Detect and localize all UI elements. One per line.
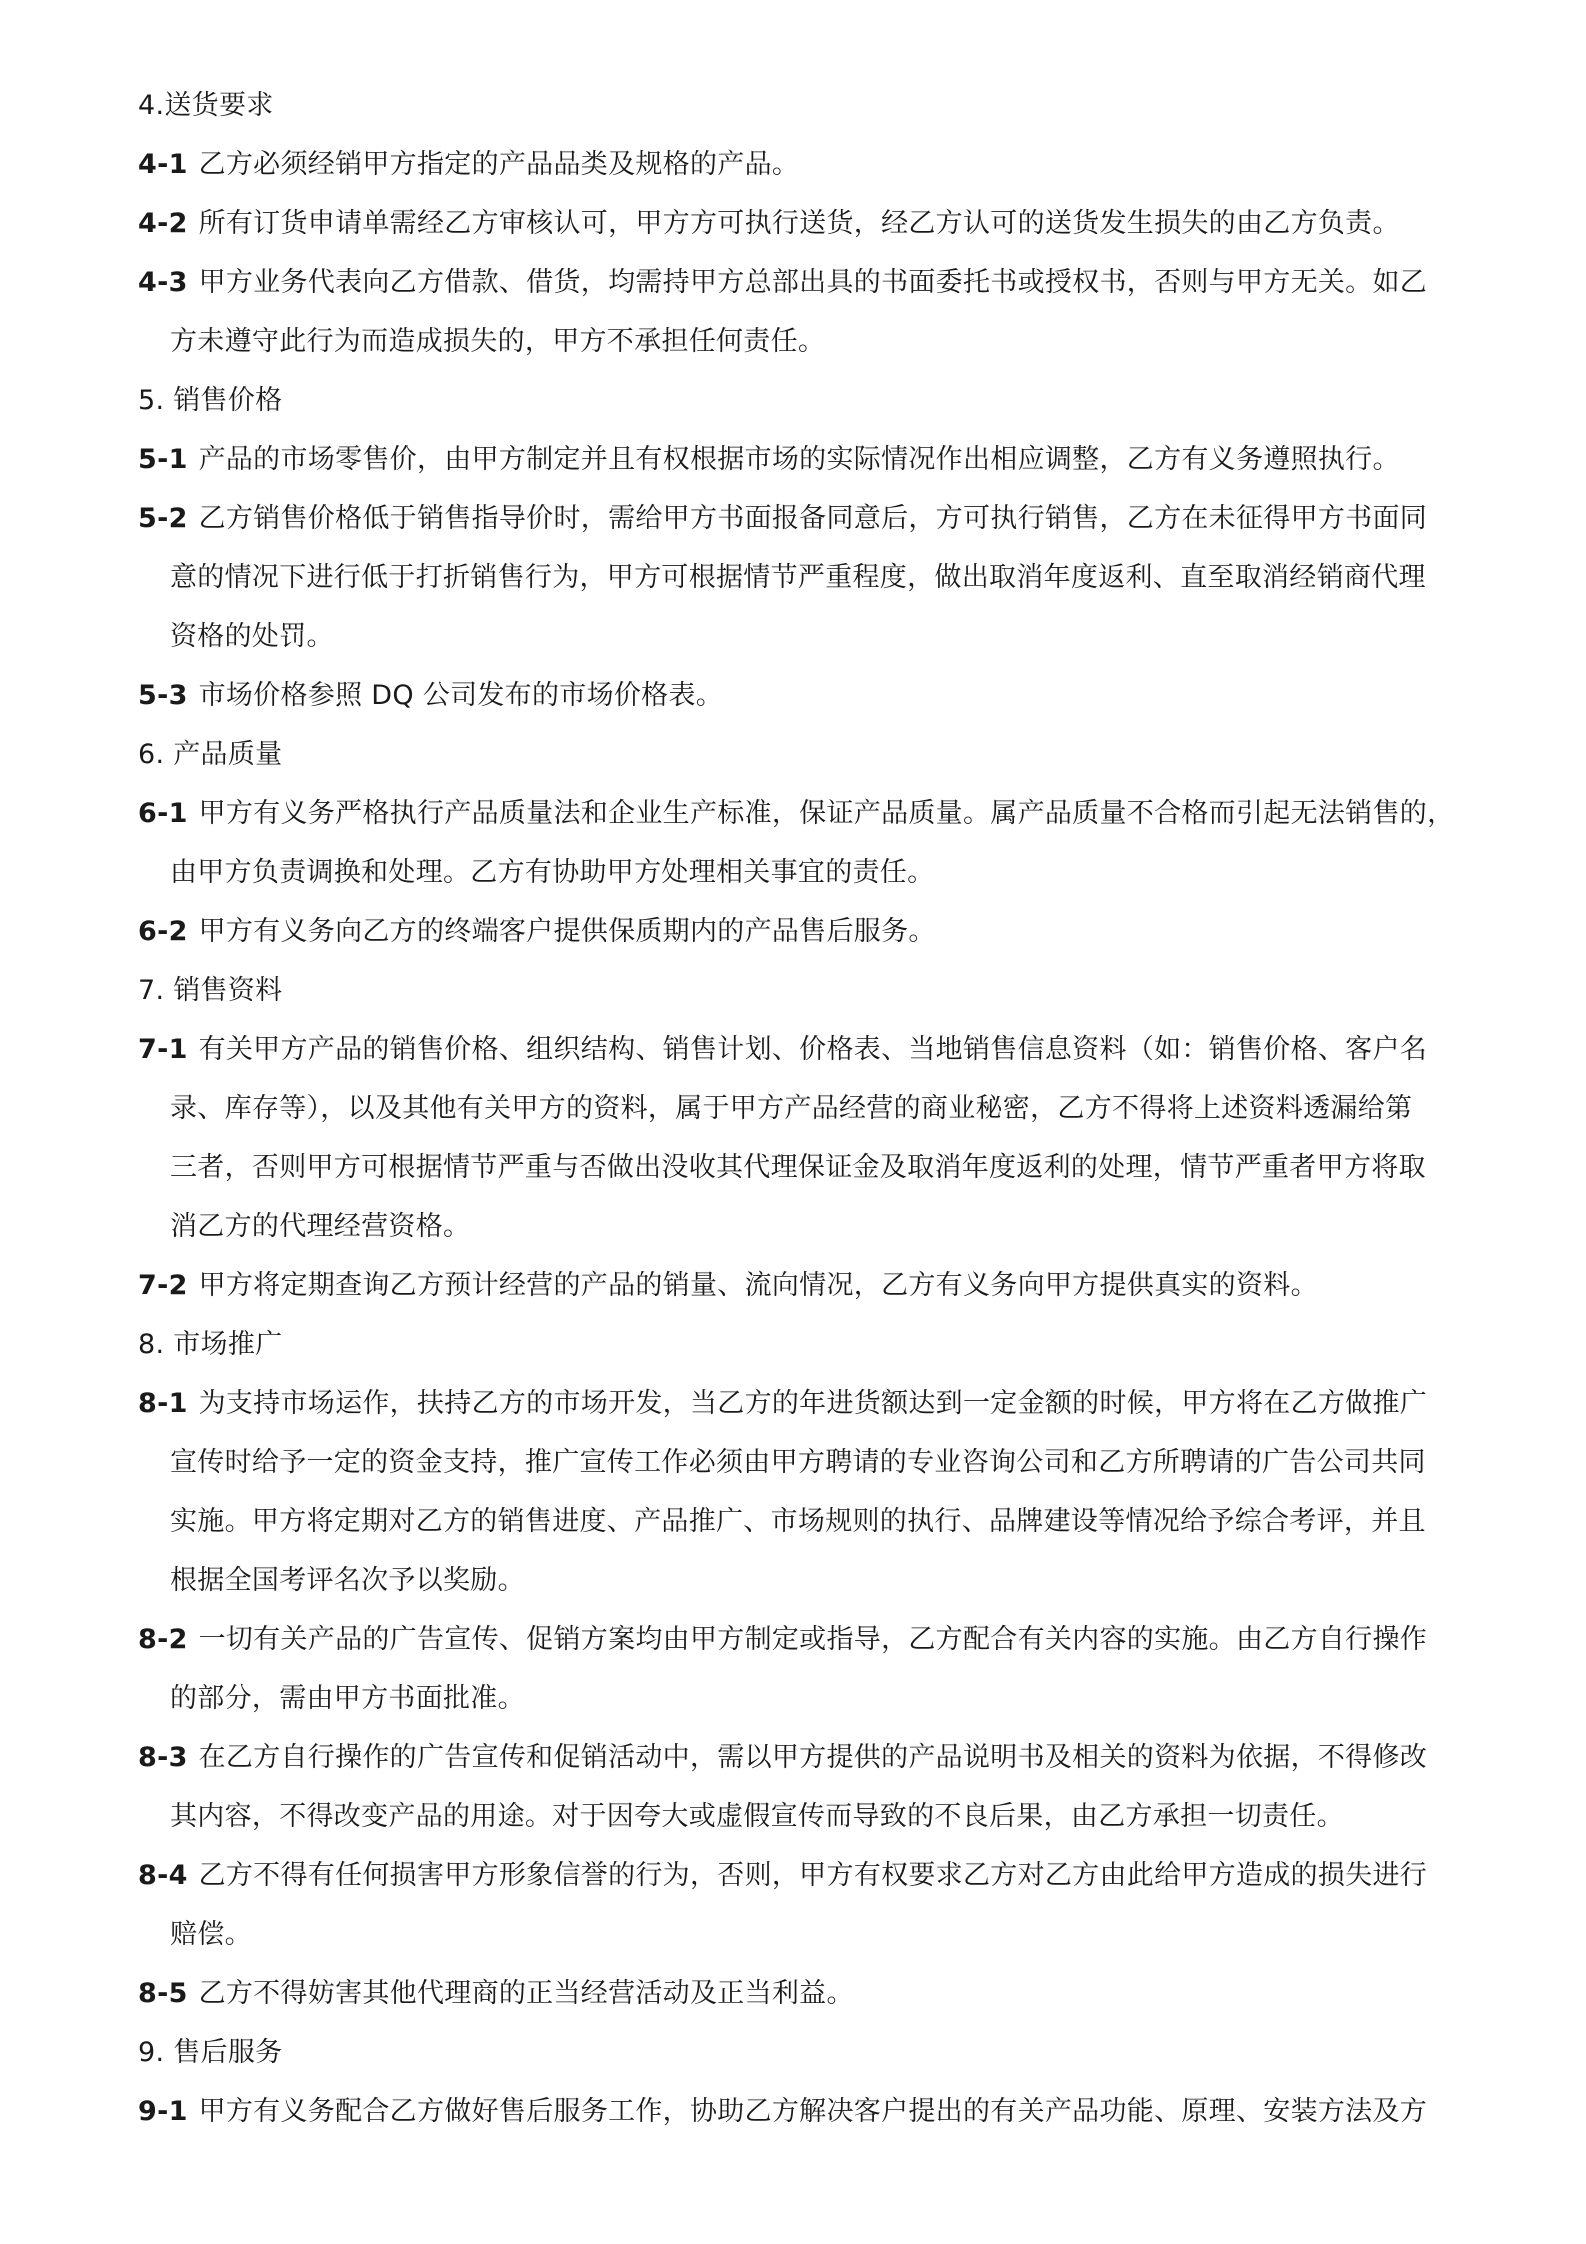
clause-first-line xyxy=(138,1620,1462,1660)
clause-first-line xyxy=(138,1738,1462,1778)
clause-continuation-line: 其内容，不得改变产品的用途。对于因夸大或虚假宣传而导致的不良后果，由乙方承担一切责任。 xyxy=(170,1801,1344,1832)
clause-text: 在乙方自行操作的广告宣传和促销活动中，需以甲方提供的产品说明书及相关的资料为依据，不得修改 xyxy=(198,1742,1428,1773)
clause-first-line xyxy=(138,794,1462,834)
clause-continuation-line: 实施。甲方将定期对乙方的销售进度、产品推广、市场规则的执行、品牌建设等情况给予综合考评，并且 xyxy=(170,1506,1426,1537)
clause-text: 甲方将定期查询乙方预计经营的产品的销量、流向情况，乙方有义务向甲方提供真实的资料。 xyxy=(198,1270,1318,1301)
clause xyxy=(138,440,1462,480)
clause-continuation-line: 意的情况下进行低于打折销售行为，甲方可根据情节严重程度，做出取消年度返利、直至取消经销商代理 xyxy=(170,562,1426,593)
clause-continuation-line: 方未遵守此行为而造成损失的，甲方不承担任何责任。 xyxy=(170,326,826,357)
clause xyxy=(138,912,1462,952)
clause xyxy=(138,1738,1462,1837)
clause xyxy=(138,1620,1462,1719)
clause xyxy=(138,676,1462,716)
clause-first-line xyxy=(138,1384,1462,1424)
clause-first-line xyxy=(138,1030,1462,1070)
clause-text: 产品的市场零售价，由甲方制定并且有权根据市场的实际情况作出相应调整，乙方有义务遵照执行。 xyxy=(198,444,1400,475)
clause-number: 8-3 xyxy=(138,1742,188,1773)
section-heading: 4.送货要求 xyxy=(138,90,274,121)
clause-first-line xyxy=(138,440,1462,480)
clause xyxy=(138,1856,1462,1955)
clause-text: 有关甲方产品的销售价格、组织结构、销售计划、价格表、当地销售信息资料（如：销售价格、客户名 xyxy=(198,1034,1428,1065)
clause-text: 一切有关产品的广告宣传、促销方案均由甲方制定或指导，乙方配合有关内容的实施。由乙方自行操作 xyxy=(198,1624,1428,1655)
clause-continuation-line: 消乙方的代理经营资格。 xyxy=(170,1211,471,1242)
clause-text: 甲方业务代表向乙方借款、借货，均需持甲方总部出具的书面委托书或授权书，否则与甲方无关。如乙 xyxy=(198,267,1428,298)
clause-first-line xyxy=(138,499,1462,539)
clause-first-line xyxy=(138,912,1462,952)
clause xyxy=(138,1030,1462,1247)
clause-number: 8-2 xyxy=(138,1624,188,1655)
clause-continuation-line: 宣传时给予一定的资金支持，推广宣传工作必须由甲方聘请的专业咨询公司和乙方所聘请的广告公司共同 xyxy=(170,1447,1426,1478)
clause-first-line xyxy=(138,2092,1462,2132)
clause-first-line xyxy=(138,263,1462,303)
clause xyxy=(138,263,1462,362)
clause-number: 4-1 xyxy=(138,149,188,180)
clause-continuation-line: 录、库存等），以及其他有关甲方的资料，属于甲方产品经营的商业秘密，乙方不得将上述资料透漏给第 xyxy=(170,1093,1413,1124)
clause xyxy=(138,1266,1462,1306)
clause-number: 4-2 xyxy=(138,208,188,239)
clause-text: 市场价格参照 DQ 公司发布的市场价格表。 xyxy=(198,680,724,711)
clause xyxy=(138,499,1462,657)
clause-text: 甲方有义务严格执行产品质量法和企业生产标准，保证产品质量。属产品质量不合格而引起无法销售的， xyxy=(198,798,1455,829)
clause-number: 8-1 xyxy=(138,1388,188,1419)
clause xyxy=(138,794,1462,893)
clause-number: 6-1 xyxy=(138,798,188,829)
clause-first-line xyxy=(138,676,1462,716)
clause-continuation-line: 由甲方负责调换和处理。乙方有协助甲方处理相关事宜的责任。 xyxy=(170,857,935,888)
clause-continuation-line: 资格的处罚。 xyxy=(170,621,334,652)
clause-text: 乙方销售价格低于销售指导价时，需给甲方书面报备同意后，方可执行销售，乙方在未征得甲方书面同 xyxy=(198,503,1428,534)
section-heading: 9. 售后服务 xyxy=(138,2037,283,2068)
clause-continuation-line: 赔偿。 xyxy=(170,1919,252,1950)
clause-first-line xyxy=(138,1856,1462,1896)
clause-number: 6-2 xyxy=(138,916,188,947)
section-heading: 5. 销售价格 xyxy=(138,385,283,416)
clause-number: 5-2 xyxy=(138,503,188,534)
clause-text: 为支持市场运作，扶持乙方的市场开发，当乙方的年进货额达到一定金额的时候，甲方将在乙方做推广 xyxy=(198,1388,1428,1419)
clause-number: 7-2 xyxy=(138,1270,188,1301)
clause-continuation-line: 的部分，需由甲方书面批准。 xyxy=(170,1683,525,1714)
clause-number: 7-1 xyxy=(138,1034,188,1065)
clause-number: 5-1 xyxy=(138,444,188,475)
clause-first-line xyxy=(138,1266,1462,1306)
clause-text: 乙方必须经销甲方指定的产品品类及规格的产品。 xyxy=(198,149,800,180)
clause-first-line xyxy=(138,145,1462,185)
clause-text: 所有订货申请单需经乙方审核认可，甲方方可执行送货，经乙方认可的送货发生损失的由乙方负责。 xyxy=(198,208,1400,239)
section-heading: 7. 销售资料 xyxy=(138,975,283,1006)
section-heading: 6. 产品质量 xyxy=(138,739,283,770)
clause-number: 8-4 xyxy=(138,1860,188,1891)
section-heading: 8. 市场推广 xyxy=(138,1329,283,1360)
contract-page xyxy=(138,86,1462,2132)
clause-first-line xyxy=(138,204,1462,244)
clause xyxy=(138,1384,1462,1601)
clause-number: 5-3 xyxy=(138,680,188,711)
clause-first-line xyxy=(138,1974,1462,2014)
clause xyxy=(138,1974,1462,2014)
clause-continuation-line: 三者，否则甲方可根据情节严重与否做出没收其代理保证金及取消年度返利的处理，情节严重者甲方将取 xyxy=(170,1152,1426,1183)
clause-continuation-line: 根据全国考评名次予以奖励。 xyxy=(170,1565,525,1596)
clause-text: 甲方有义务配合乙方做好售后服务工作，协助乙方解决客户提出的有关产品功能、原理、安装方法及方 xyxy=(198,2096,1428,2127)
clause-text: 乙方不得妨害其他代理商的正当经营活动及正当利益。 xyxy=(198,1978,854,2009)
clause-text: 甲方有义务向乙方的终端客户提供保质期内的产品售后服务。 xyxy=(198,916,936,947)
clause-number: 4-3 xyxy=(138,267,188,298)
clause xyxy=(138,145,1462,185)
clause-text: 乙方不得有任何损害甲方形象信誉的行为，否则，甲方有权要求乙方对乙方由此给甲方造成的损失进行 xyxy=(198,1860,1428,1891)
clause xyxy=(138,2092,1462,2132)
clause xyxy=(138,204,1462,244)
clause-number: 8-5 xyxy=(138,1978,188,2009)
clause-number: 9-1 xyxy=(138,2096,188,2127)
